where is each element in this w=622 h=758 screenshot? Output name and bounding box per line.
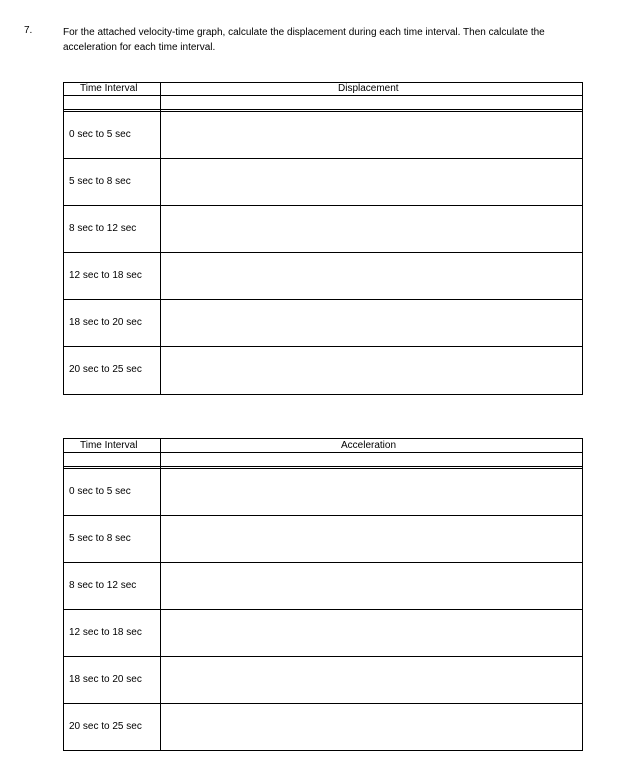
question-text-line-2: acceleration for each time interval. — [63, 42, 216, 53]
acceleration-table — [63, 438, 583, 751]
displacement-row-label: 12 sec to 18 sec — [69, 270, 142, 281]
question-number: 7. — [24, 25, 33, 36]
displacement-table-header-displacement: Displacement — [338, 83, 399, 94]
displacement-row-label: 8 sec to 12 sec — [69, 223, 137, 234]
displacement-table-grid — [63, 82, 583, 395]
acceleration-row-label: 18 sec to 20 sec — [69, 674, 142, 685]
displacement-table-header-time-interval: Time Interval — [80, 83, 138, 94]
question-text — [63, 25, 608, 55]
displacement-row-label: 18 sec to 20 sec — [69, 317, 142, 328]
acceleration-row-label: 0 sec to 5 sec — [69, 486, 131, 497]
acceleration-table-header-time-interval: Time Interval — [80, 440, 138, 451]
displacement-row-label: 5 sec to 8 sec — [69, 176, 131, 187]
question-text-line-1: For the attached velocity-time graph, calculate the displacement during each time interval. Then calculate the — [63, 27, 545, 38]
displacement-table — [63, 82, 583, 395]
acceleration-row-label: 5 sec to 8 sec — [69, 533, 131, 544]
acceleration-row-label: 20 sec to 25 sec — [69, 721, 142, 732]
acceleration-row-label: 12 sec to 18 sec — [69, 627, 142, 638]
acceleration-table-header-acceleration: Acceleration — [341, 440, 397, 451]
acceleration-table-grid — [63, 438, 583, 751]
acceleration-row-label: 8 sec to 12 sec — [69, 580, 137, 591]
displacement-row-label: 20 sec to 25 sec — [69, 364, 142, 375]
displacement-row-label: 0 sec to 5 sec — [69, 129, 131, 140]
